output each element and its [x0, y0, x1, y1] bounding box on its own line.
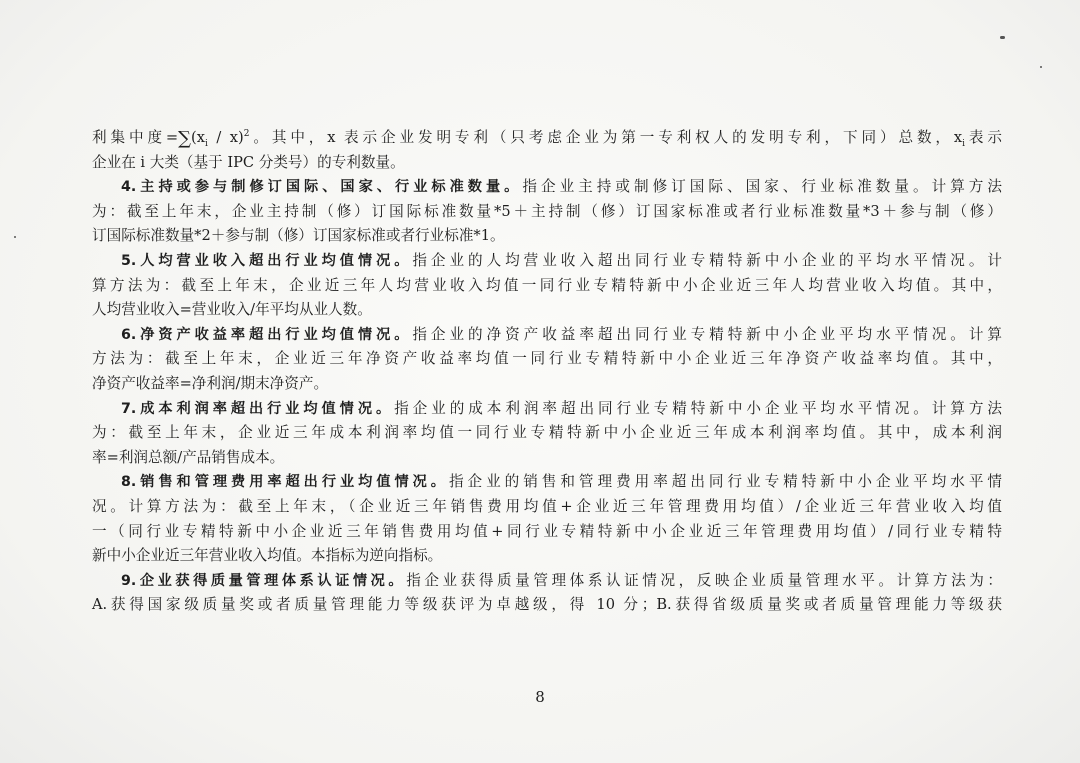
text-line [92, 520, 1002, 545]
item-heading: 8.销售和管理费用率超出行业均值情况。 [121, 474, 449, 491]
document-body [92, 126, 1002, 618]
line-text: 表示 [965, 129, 1002, 146]
line-text: 方法为：截至上年末，企业近三年净资产收益率均值一同行业专精特新中小企业近三年净资产收益率均值。其中， [92, 350, 1002, 368]
page-number: 8 [535, 688, 545, 706]
text-line [92, 151, 1002, 176]
paragraph-start-6 [92, 323, 1002, 348]
item-heading: 6.净资产收益率超出行业均值情况。 [121, 326, 413, 343]
line-text: 率=利润总额/产品销售成本。 [92, 448, 285, 466]
formula-subscript: i [962, 138, 966, 149]
line-text: 一（同行业专精特新中小企业近三年销售费用均值+同行业专精特新中小企业近三年管理费用均值）/同行业专精特 [92, 522, 1002, 540]
line-text: 算方法为：截至上年末，企业近三年人均营业收入均值一同行业专精特新中小企业近三年人均营业收入均值。其中， [92, 276, 1002, 294]
text-line [92, 274, 1002, 299]
line-text: 净资产收益率=净利润/期末净资产。 [92, 374, 329, 392]
formula-subscript: i [204, 138, 208, 149]
scan-speck [14, 236, 16, 238]
paragraph-start-5 [92, 249, 1002, 274]
text-line [92, 298, 1002, 323]
text-line [92, 446, 1002, 471]
line-text: 为：截至上年末，企业近三年成本利润率均值一同行业专精特新中小企业近三年成本利润率均值。其中，成本利润 [92, 424, 1002, 442]
line-text: 指企业的成本利润率超出同行业专精特新中小企业平均水平情况。计算方法 [394, 399, 1002, 417]
item-heading: 5.人均营业收入超出行业均值情况。 [121, 252, 413, 269]
formula-text: (x [191, 129, 205, 146]
summation-symbol: ∑ [178, 128, 192, 149]
line-text: 。其中，x 表示企业发明专利（只考虑企业为第一专利权人的发明专利，下同）总数，x [249, 129, 963, 146]
line-text: 新中小企业近三年营业收入均值。本指标为逆向指标。 [92, 547, 443, 565]
paragraph-start-8 [92, 470, 1002, 495]
formula-text: / x) [207, 129, 244, 146]
line-text: 企业在 i 大类（基于 IPC 分类号）的专利数量。 [92, 153, 405, 171]
text-line [92, 544, 1002, 569]
line-text: 况。计算方法为：截至上年末，（企业近三年销售费用均值+企业近三年管理费用均值）/企业近三年营业收入均值 [92, 497, 1002, 515]
line-text: 人均营业收入=营业收入/年平均从业人数。 [92, 301, 372, 319]
scan-speck [1040, 66, 1042, 68]
line-text: A.获得国家级质量奖或者质量管理能力等级获评为卓越级，得 10 分；B.获得省级质量奖或者质量管理能力等级获 [92, 596, 1002, 614]
item-heading: 7.成本利润率超出行业均值情况。 [121, 400, 395, 417]
line-text: 利集中度= [92, 129, 179, 146]
text-line [92, 372, 1002, 397]
text-line [92, 224, 1002, 249]
text-line [92, 347, 1002, 372]
text-line-formula [92, 126, 1002, 151]
text-line [92, 421, 1002, 446]
text-line [92, 495, 1002, 520]
paragraph-start-4 [92, 175, 1002, 200]
paragraph-start-7 [92, 397, 1002, 422]
line-text: 指企业主持或制修订国际、国家、行业标准数量。计算方法 [522, 178, 1002, 196]
line-text: 指企业的销售和管理费用率超出同行业专精特新中小企业平均水平情 [448, 473, 1002, 491]
line-text: 为：截至上年末，企业主持制（修）订国际标准数量*5＋主持制（修）订国家标准或者行业标准数量*3＋参与制（修） [92, 202, 1002, 220]
formula-superscript: 2 [243, 129, 250, 140]
line-text: 指企业获得质量管理体系认证情况，反映企业质量管理水平。计算方法为： [406, 571, 1002, 589]
item-heading: 9.企业获得质量管理体系认证情况。 [121, 572, 407, 589]
item-heading: 4.主持或参与制修订国际、国家、行业标准数量。 [121, 179, 523, 196]
paragraph-start-9 [92, 569, 1002, 594]
scan-speck [1000, 36, 1005, 39]
line-text: 指企业的人均营业收入超出同行业专精特新中小企业的平均水平情况。计 [412, 251, 1002, 269]
line-text: 订国际标准数量*2＋参与制（修）订国家标准或者行业标准*1。 [92, 227, 505, 245]
line-text: 指企业的净资产收益率超出同行业专精特新中小企业平均水平情况。计算 [412, 325, 1002, 343]
text-line [92, 593, 1002, 618]
text-line [92, 200, 1002, 225]
